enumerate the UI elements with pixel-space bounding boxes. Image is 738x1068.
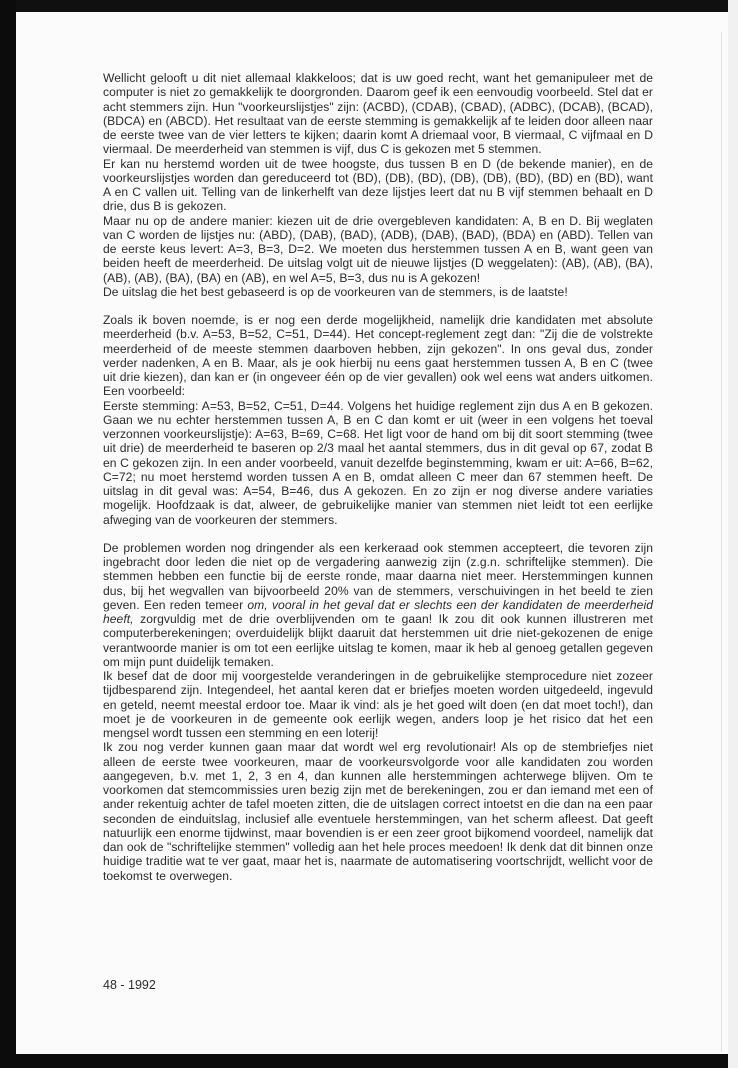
- text-segment: zorgvuldig met de drie overblijvenden om te gaan! Ik zou dit ook kunnen illustreren met computerberekeningen; overduidelijk blijkt daaruit dat herstemmen uit drie niet-gekozenen de enige verantwoorde manier is om tot een eerlijke uitslag te komen, maar ik heb al genoeg getallen gegeven om mijn punt duidelijk temaken.: [103, 612, 653, 669]
- paragraph-conclusie: De uitslag die het best gebaseerd is op de voorkeuren van de stemmers, is de laatste!: [103, 284, 568, 299]
- scan-border-right: [728, 0, 738, 1068]
- paragraph-schriftelijke-stemmen: [103, 541, 653, 669]
- paragraph-eerste-stemming: Eerste stemming: A=53, B=52, C=51, D=44. Volgens het huidige reglement zijn dus A en B gekozen. Gaan we nu echter herstemmen tussen A, B en C dan komt er uit (weer in een volgens het toeval verzonnen voorkeurslijstje): A=63, B=69, C=68. Het ligt voor de hand om bij dit soort stemming (twee uit drie) de meerderheid te baseren op 2/3 maal het aantal stemmers, dus in dit geval op 67, zodat B en C gekozen zijn. In een ander voorbeeld, vanuit dezelfde beginstemming, kwam er uit: A=66, B=62, C=72; nu moet herstemd worden tussen A en B, omdat alleen C meer dan 67 stemmen heeft. De uitslag in dit geval was: A=54, B=46, dus A gekozen. En zo zijn er nog diverse andere variaties mogelijk. Hoofdzaak is dat, alweer, de gebruikelijke manier van stemmen niet leidt tot een eerlijke afweging van de voorkeuren der stemmers.: [103, 398, 653, 527]
- paragraph-example-intro: Wellicht gelooft u dit niet allemaal klakkeloos; dat is uw goed recht, want het gemanipuleer met de computer is niet zo gemakkelijk te doorgronden. Daarom geef ik een eenvoudig voorbeeld. Stel dat er acht stemmers zijn. Hun "voorkeurslijstjes" zijn: (ACBD), (CDAB), (CBAD), (ADBC), (DCAB), (BCAD), (BDCA) en (ABCD). Het resultaat van de eerste stemming is gemakkelijk af te leiden door alleen naar de eerste twee van de vier letters te kijken; daarin komt A driemaal voor, B viermaal, C vijfmaal en D viermaal. De meerderheid van stemmen is vijf, dus C is gekozen met 5 stemmen.: [103, 71, 653, 157]
- scan-border-top: [0, 0, 738, 12]
- article-body: [103, 71, 653, 883]
- scan-border-left: [0, 0, 16, 1068]
- paragraph-revolutionair: Ik zou nog verder kunnen gaan maar dat wordt wel erg revolutionair! Als op de stembriefjes niet alleen de eerste twee voorkeuren, maar de voorkeursvolgorde voor alle kandidaten zou worden aangegeven, b.v. met 1, 2, 3 en 4, dan kunnen alle herstemmingen achterwege blijven. Om te voorkomen dat stemcommissies uren bezig zijn met de berekeningen, zou er dan iemand met een of ander rekentuig achter de tafel moeten zitten, die de uitslagen correct intoetst en die dan na een paar seconden de einduitslag, inclusief alle eventuele herstemmingen, van het scherm afleest. Dat geeft natuurlijk een enorme tijdwinst, maar bovendien is er een zeer groot bijkomend voordeel, namelijk dat dan ook de "schriftelijke stemmen" volledig aan het hele proces meedoen! Ik denk dat dit binnen onze huidige traditie wat te ver gaat, maar het is, naarmate de automatisering voortschrijdt, wellicht voor de toekomst te overwegen.: [103, 740, 653, 883]
- text-segment: De problemen worden nog dringender als een kerkeraad ook stemmen accepteert, die tevoren zijn ingebracht door leden die niet op de vergadering aanwezig zijn (z.g.n. schriftelijke stemmen). Die stemmen hebben een functie bij de eerste ronde, maar daarna niet meer. Herstemmingen kunnen dus, bij het wegvallen van bijvoorbeeld 20% van de stemmers, verschuivingen in het beeld te zien geven. Een reden temeer: [103, 540, 653, 612]
- paragraph-tijdbesparend: Ik besef dat de door mij voorgestelde veranderingen in de gebruikelijke stemprocedure niet zozeer tijdbesparend zijn. Integendeel, het aantal keren dat er briefjes moeten worden uitgedeeld, ingevuld en geteld, neemt meestal erdoor toe. Maar ik vind: als je het goed wilt doen (en dat moet toch!), dan moet je de voorkeuren in de gemeente ook eerlijk wegen, anders loop je het risico dat het een mengsel wordt tussen een stemming en een loterij!: [103, 669, 653, 740]
- page-number: 48 - 1992: [103, 978, 156, 992]
- emphasis-text: om, vooral in het geval dat er slechts een der kandidaten de meerderheid heeft,: [103, 597, 653, 626]
- paragraph-herstemming-bd: Er kan nu herstemd worden uit de twee hoogste, dus tussen B en D (de bekende manier), en de voorkeurslijstjes worden dan gereduceerd tot (BD), (DB), (BD), (DB), (DB), (BD), (BD) en (BD), want A en C vallen uit. Telling van de linkerhelft van deze lijstjes leert dat nu B vijf stemmen behaalt en D drie, dus B is gekozen.: [103, 156, 653, 214]
- paragraph-andere-manier: Maar nu op de andere manier: kiezen uit de drie overgebleven kandidaten: A, B en D. Bij weglaten van C worden de lijstjes nu: (ABD), (DAB), (BAD), (ADB), (DAB), (BAD), (BDA) en (ABD). Tellen van de eerste keus levert: A=3, B=3, D=2. We moeten dus herstemmen tussen A en B, want geen van beiden heeft de meerderheid. De uitslag volgt uit de nieuwe lijstjes (D weggelaten): (AB), (AB), (BA), (AB), (AB), (BA), (BA) en (AB), en wel A=5, B=3, dus nu is A gekozen!: [103, 213, 653, 285]
- scan-border-bottom: [0, 1054, 738, 1068]
- page-fold-line: [721, 32, 722, 1052]
- paragraph-derde-mogelijkheid: Zoals ik boven noemde, is er nog een derde mogelijkheid, namelijk drie kandidaten met absolute meerderheid (b.v. A=53, B=52, C=51, D=44). Het concept-reglement zegt dan: "Zij die de volstrekte meerderheid of de meeste stemmen daarboven hebben, zijn gekozen". In ons geval dus, zonder verder nadenken, A en B. Maar, als je ook hierbij nu eens gaat herstemmen tussen A, B en C (twee uit drie kiezen), dan kan er (in ongeveer één op de vier gevallen) ook wel eens wat anders uitkomen. Een voorbeeld:: [103, 313, 653, 399]
